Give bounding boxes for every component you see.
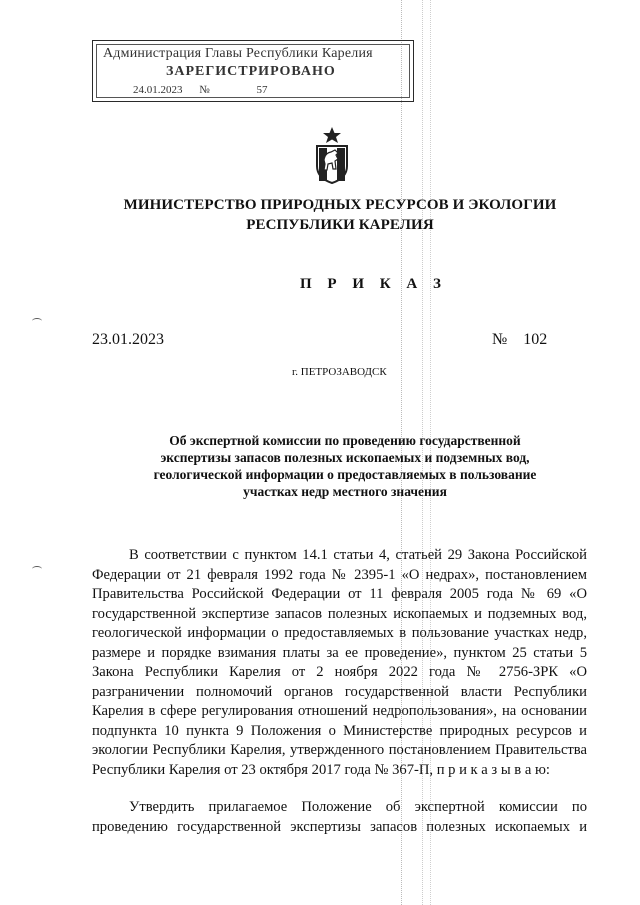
registration-stamp (92, 40, 414, 102)
hole-punch-mark-bottom (32, 566, 42, 572)
body-line: подпункта 10 пункта 9 Положения о Министерстве природных ресурсов и (92, 722, 587, 739)
stamp-authority: Администрация Главы Республики Карелия (103, 46, 373, 61)
order-number-sign: № (492, 331, 508, 348)
body-line: Утвердить прилагаемое Положение об экспертной комиссии по (129, 799, 587, 815)
stamp-number-sign: № (199, 84, 210, 96)
body-line: Федерации от 21 февраля 1992 года № 2395-1 «О недрах», постановлением (92, 566, 587, 583)
body-line: геологической информации о предоставляемых в пользование участках недр, (92, 625, 587, 641)
body-line: Карелия в сфере регулирования отношений недропользования», на основании (92, 703, 587, 719)
stamp-number: 57 (256, 84, 268, 96)
subject-line: Об экспертной комиссии по проведению государственной (169, 433, 521, 448)
subject-line: экспертизы запасов полезных ископаемых и подземных вод, (160, 450, 530, 465)
ministry-name-line1: МИНИСТЕРСТВО ПРИРОДНЫХ РЕСУРСОВ И ЭКОЛОГИИ (123, 197, 557, 213)
order-number-block (492, 331, 547, 349)
subject-line: геологической информации о предоставляемых в пользование (153, 467, 537, 482)
karelia-bear-coat-of-arms-icon (312, 126, 352, 184)
stamp-reg-line (133, 84, 282, 96)
body-line: Правительства Российской Федерации от 11 февраля 2005 года № 69 «О (92, 586, 587, 602)
body-line: В соответствии с пунктом 14.1 статьи 4, статьей 29 Закона Российской (129, 547, 587, 563)
paragraph-gap (92, 780, 587, 798)
body-line: экологии Республики Карелия, утвержденного постановлением Правительства (92, 742, 587, 758)
document-type: П Р И К А З (300, 276, 447, 292)
body-line: Республики Карелия от 23 октября 2017 года № 367-П, п р и к а з ы в а ю: (92, 761, 550, 778)
order-body (92, 546, 587, 837)
order-subject (120, 432, 570, 500)
body-line: государственной экспертизе запасов полезных ископаемых и подземных вод, (92, 605, 587, 622)
body-line: размере и порядке взимания платы за ее проведение», пунктом 25 статьи 5 (92, 644, 587, 661)
stamp-date: 24.01.2023 (133, 84, 183, 96)
ministry-name-line2: РЕСПУБЛИКИ КАРЕЛИЯ (246, 217, 434, 233)
order-date: 23.01.2023 (92, 331, 164, 348)
body-line: проведению государственной экспертизы запасов полезных ископаемых и (92, 818, 587, 835)
order-city: г. ПЕТРОЗАВОДСК (292, 366, 387, 378)
order-number: 102 (523, 331, 548, 348)
hole-punch-mark-top (32, 318, 42, 324)
stamp-registered: ЗАРЕГИСТРИРОВАНО (166, 64, 336, 79)
body-line: разграничении полномочий органов государственной власти Республики (92, 683, 587, 700)
body-line: Закона Республики Карелия от 2 ноября 2022 года № 2756-ЗРК «О (92, 664, 587, 680)
subject-line: участках недр местного значения (243, 484, 447, 499)
